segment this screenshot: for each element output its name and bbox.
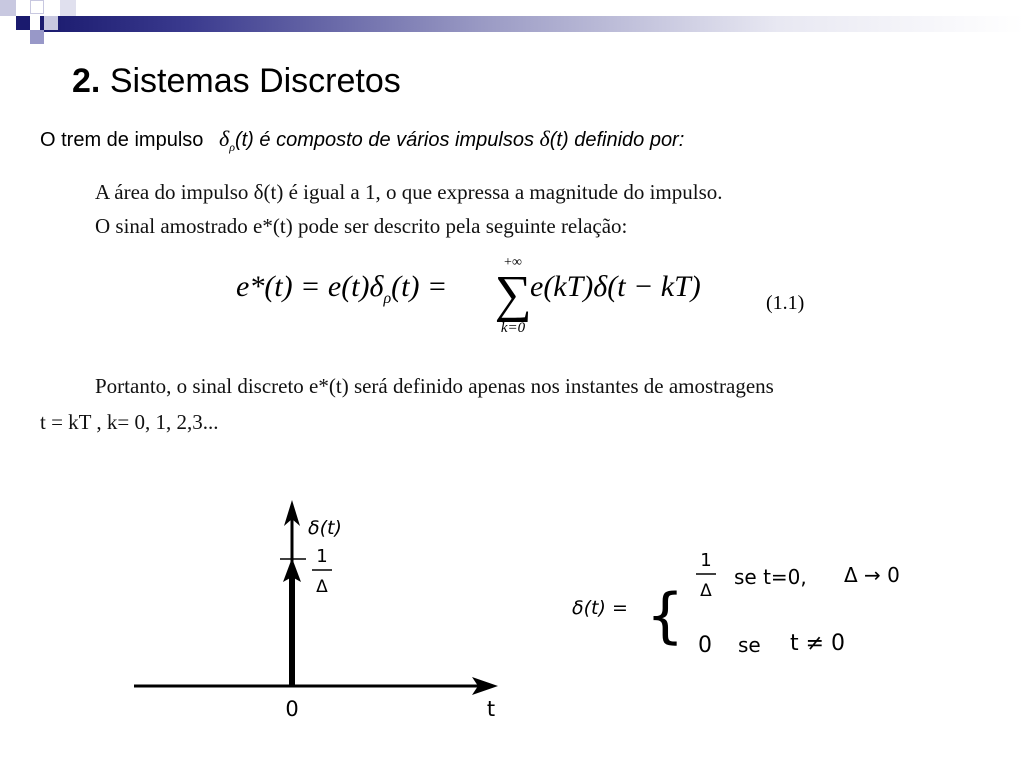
- title-number: 2.: [72, 62, 101, 100]
- delta-rho-symbol: δ: [218, 126, 230, 151]
- equation-mid-text: (t) =: [391, 270, 448, 303]
- pulse-numerator: 1: [316, 546, 328, 567]
- definition-brace: {: [646, 581, 685, 651]
- intro-prefix: O trem de impulso: [40, 129, 204, 151]
- equation-rho: ρ: [383, 290, 392, 307]
- body-line-4: t = kT , k= 0, 1, 2,3...: [40, 410, 219, 434]
- case1-condition: se t=0,: [734, 565, 807, 589]
- rho-subscript: ρ: [229, 140, 235, 154]
- intro-part2: (t) definido por:: [549, 129, 685, 151]
- body-line-1: A área do impulso δ(t) é igual a 1, o que expressa a magnitude do impulso.: [95, 180, 723, 204]
- equation-rhs-text: e(kT)δ(t − kT): [530, 270, 701, 303]
- origin-label: 0: [285, 697, 299, 721]
- intro-part1: (t) é composto de vários impulsos: [234, 129, 534, 151]
- pulse-denominator: Δ: [316, 577, 328, 597]
- sum-symbol: ∑: [494, 266, 532, 323]
- case1-numerator: 1: [700, 550, 712, 571]
- equation-number: (1.1): [766, 292, 805, 314]
- definition-lhs: δ(t) =: [572, 597, 628, 619]
- delta-symbol: δ: [539, 126, 550, 151]
- sum-lower-limit: k=0: [500, 320, 526, 336]
- case2-expression: t ≠ 0: [790, 631, 846, 656]
- case1-limit: Δ → 0: [844, 563, 900, 587]
- x-axis-label: t: [486, 697, 496, 721]
- case2-condition: se: [738, 633, 761, 657]
- body-line-2: O sinal amostrado e*(t) pode ser descrito pela seguinte relação:: [95, 214, 628, 238]
- body-line-3: Portanto, o sinal discreto e*(t) será definido apenas nos instantes de amostragens: [95, 374, 774, 398]
- y-axis-label: δ(t): [308, 517, 342, 539]
- sum-upper-limit: +∞: [504, 255, 522, 270]
- equation-lhs-text: e*(t) = e(t)δ: [236, 270, 384, 303]
- case1-denominator: Δ: [700, 581, 712, 601]
- title-text: Sistemas Discretos: [109, 62, 401, 100]
- case2-value: 0: [698, 633, 712, 658]
